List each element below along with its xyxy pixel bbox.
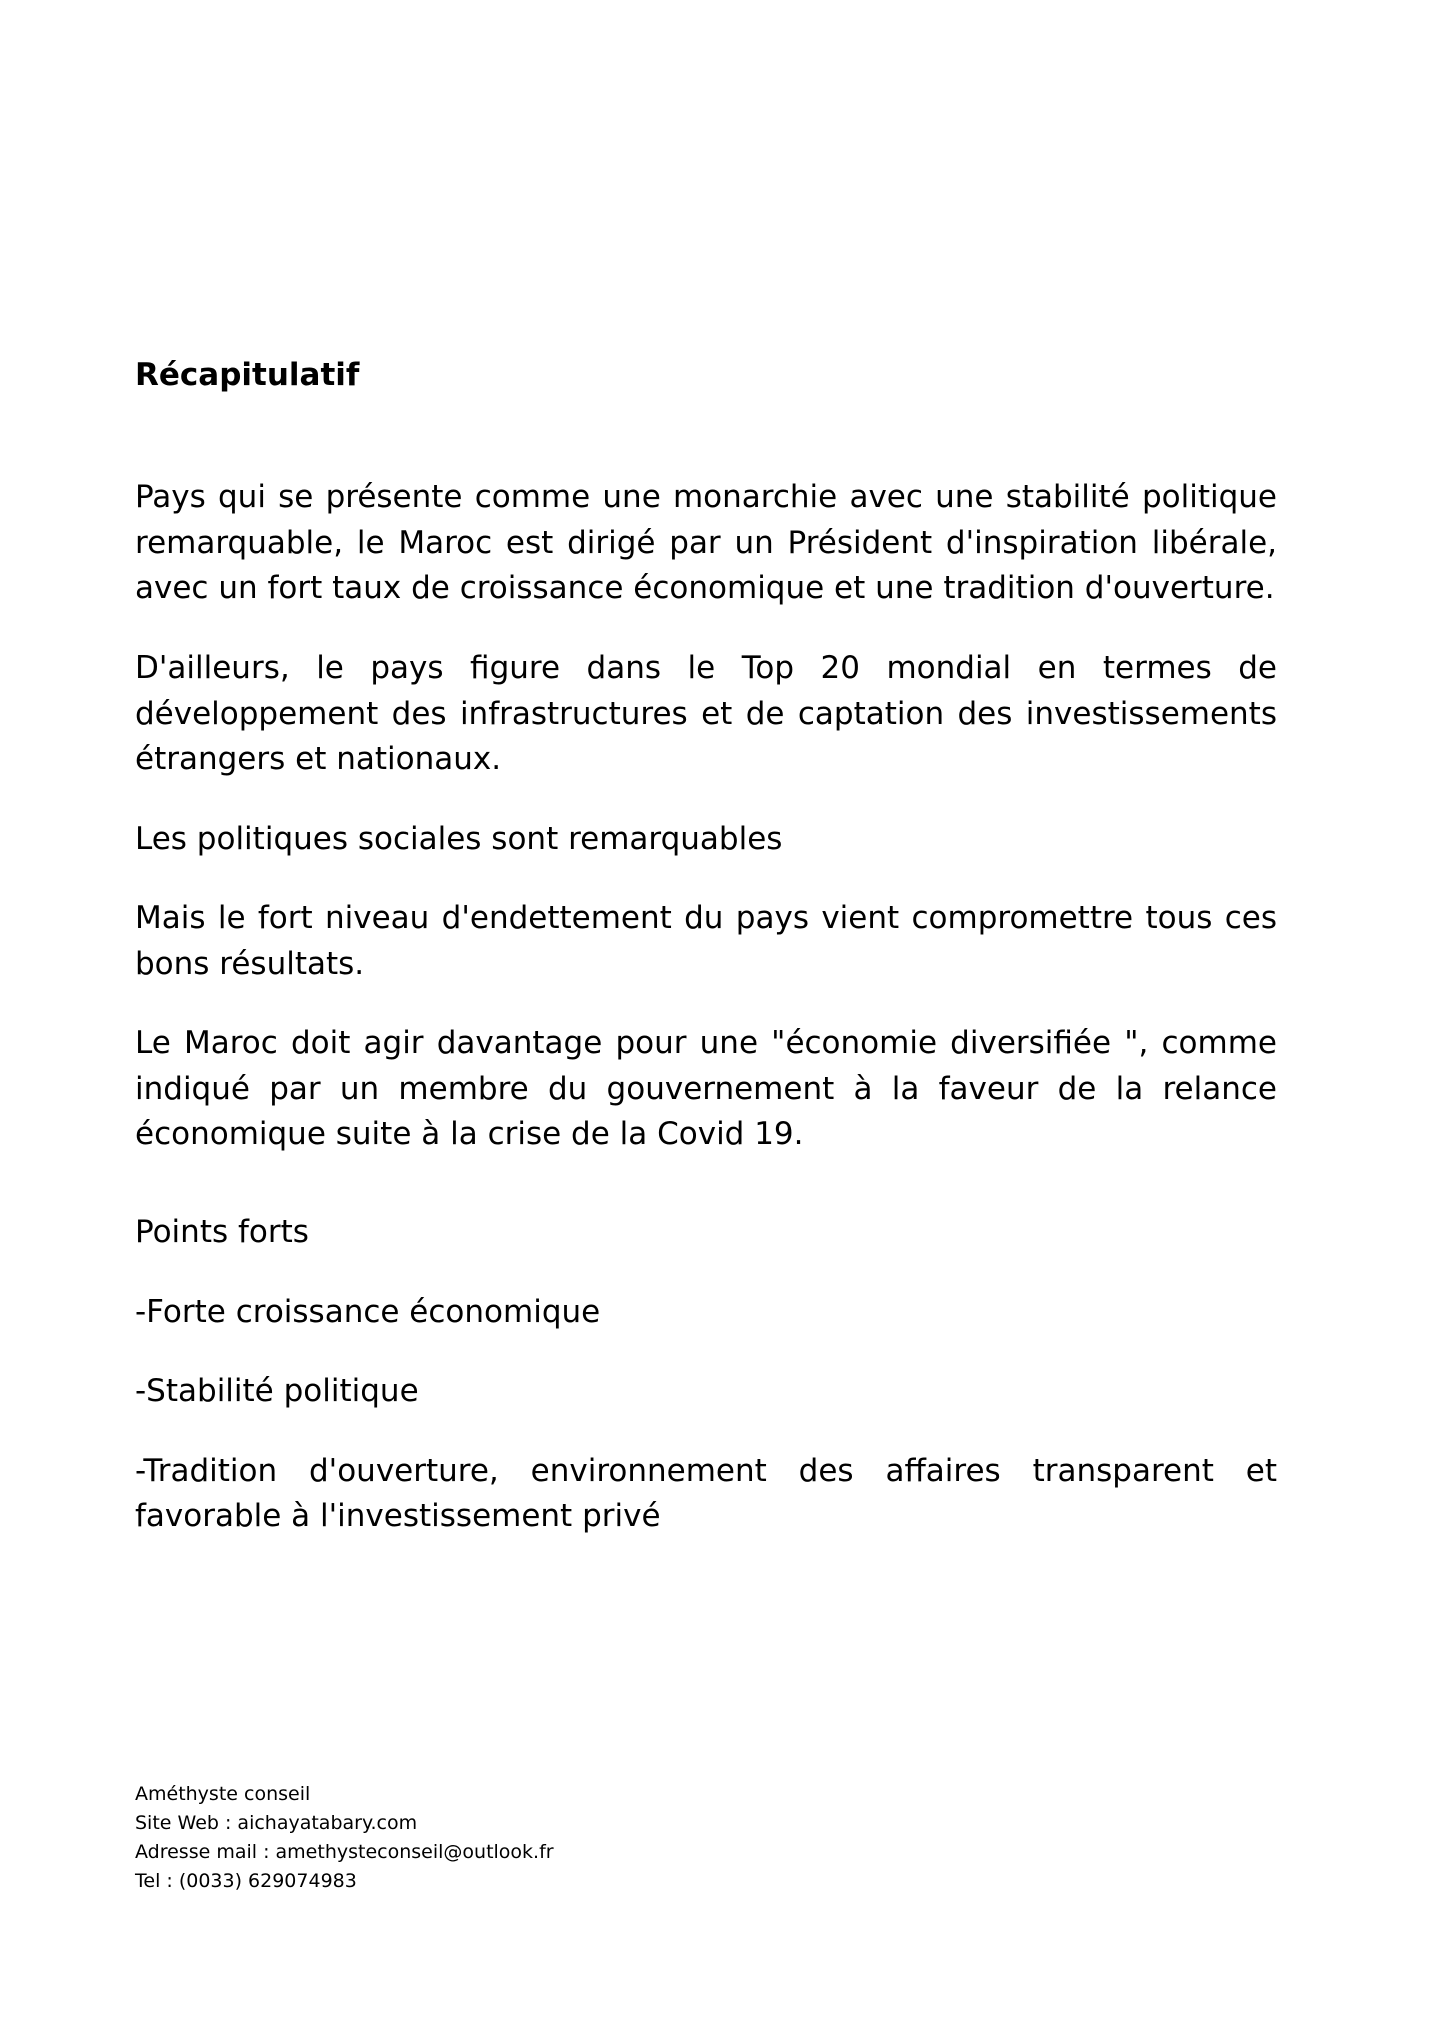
document-body — [135, 0, 1277, 1540]
footer-phone: Tel : (0033) 629074983 — [135, 1869, 357, 1892]
footer-email: Adresse mail : amethysteconseil@outlook.fr — [135, 1840, 554, 1863]
spacer-4 — [135, 987, 1277, 1021]
top-margin-spacer — [135, 0, 1277, 355]
spacer-before-strengths — [135, 1158, 1277, 1210]
spacer-5 — [135, 1256, 1277, 1290]
spacer-after-title — [135, 395, 1277, 475]
paragraph-debt: Mais le fort niveau d'endettement du pays vient compromettre tous ces bons résultats. — [135, 900, 1277, 982]
paragraph-overview: Pays qui se présente comme une monarchie avec une stabilité politique remarquable, le Maroc est dirigé par un Président d'inspiration libérale, avec un fort taux de croissance économique et une tradition d'ouverture. — [135, 479, 1277, 607]
strength-item-openness: -Tradition d'ouverture, environnement des affaires transparent et favorable à l'investissement privé — [135, 1452, 1277, 1535]
footer-company-name: Améthyste conseil — [135, 1783, 311, 1805]
document-footer — [135, 1780, 1035, 1896]
paragraph-social-policies: Les politiques sociales sont remarquables — [135, 820, 783, 857]
spacer-7 — [135, 1415, 1277, 1449]
spacer-2 — [135, 783, 1277, 817]
spacer-3 — [135, 862, 1277, 896]
strengths-heading: Points forts — [135, 1214, 309, 1251]
footer-website: Site Web : aichayatabary.com — [135, 1811, 418, 1834]
strength-item-growth: -Forte croissance économique — [135, 1293, 601, 1330]
spacer-1 — [135, 612, 1277, 646]
strength-item-stability: -Stabilité politique — [135, 1373, 419, 1410]
page-title: Récapitulatif — [135, 357, 360, 393]
paragraph-top20: D'ailleurs, le pays figure dans le Top 20 mondial en termes de développement des infrastructures et de captation des investissements étrangers et nationaux. — [135, 649, 1277, 778]
spacer-6 — [135, 1335, 1277, 1369]
paragraph-diversification: Le Maroc doit agir davantage pour une "économie diversifiée ", comme indiqué par un membre du gouvernement à la faveur de la relance économique suite à la crise de la Covid 19. — [135, 1025, 1277, 1153]
